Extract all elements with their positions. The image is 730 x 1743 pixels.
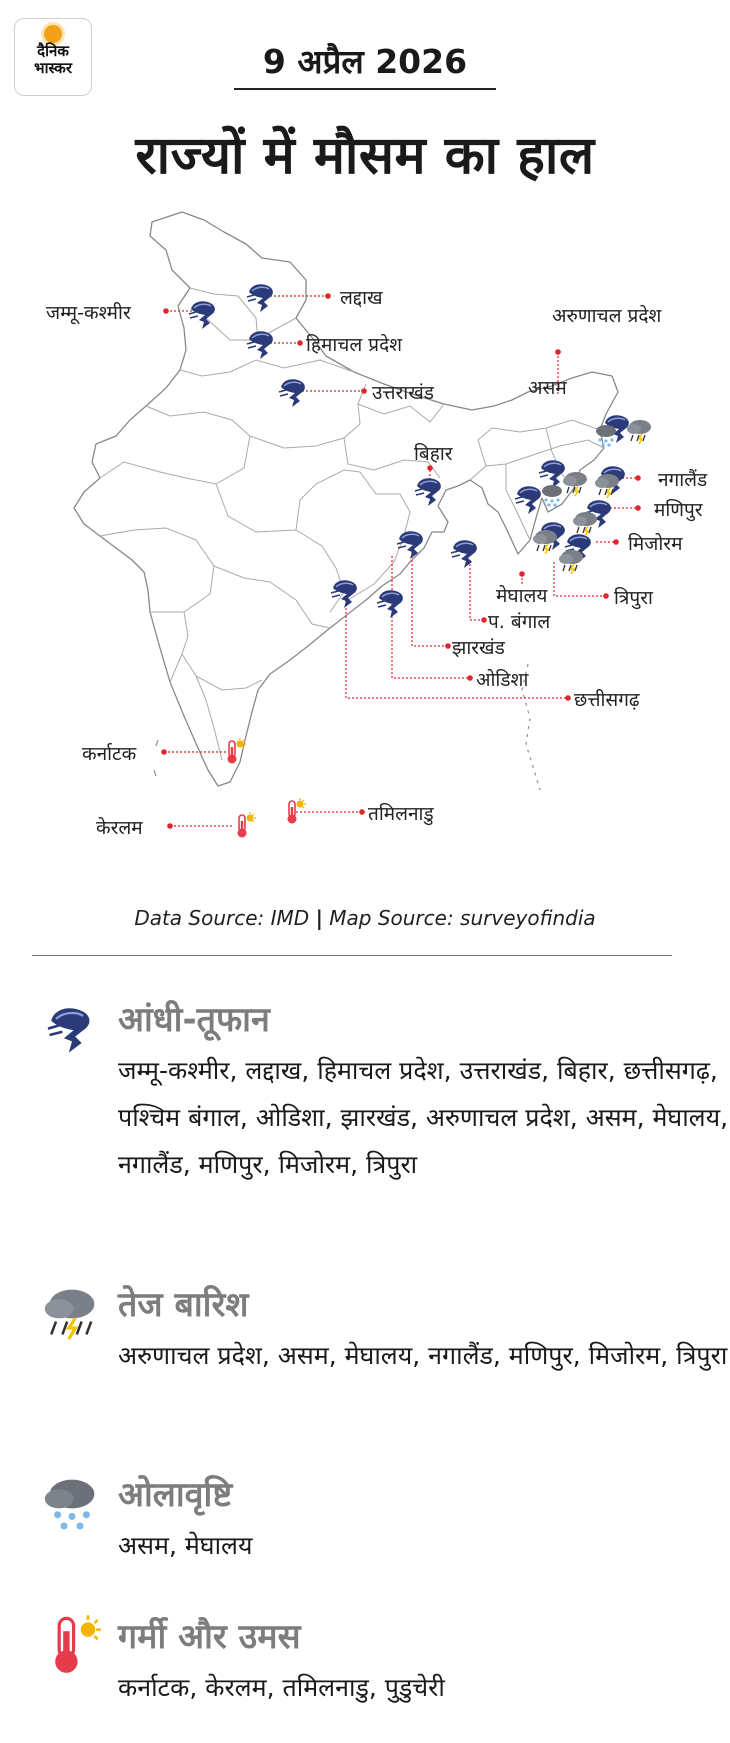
thunderstorm-icon	[40, 995, 104, 1059]
legend-hail	[40, 1470, 700, 1560]
label-assam: असम	[528, 377, 567, 399]
label-mizoram: मिजोरम	[628, 533, 683, 555]
label-uttarakhand: उत्तराखंड	[372, 382, 434, 404]
label-ladakh: लद्दाख	[340, 287, 383, 309]
heavy-rain-icon	[595, 474, 619, 498]
label-jammu-kashmir: जम्मू-कश्मीर	[46, 302, 131, 324]
map-source: Map Source: surveyofindia	[329, 906, 596, 930]
page-title: राज्यों में मौसम का हाल	[135, 126, 595, 186]
heavy-rain-icon	[563, 472, 587, 496]
label-odisha: ओडिशा	[476, 669, 529, 691]
source-separator: |	[315, 906, 323, 930]
heavy-rain-icon	[559, 550, 583, 574]
data-source: Data Source: IMD	[134, 906, 310, 930]
date: 9 अप्रैल 2026	[262, 42, 468, 81]
heat-icon	[40, 1612, 104, 1676]
heavy-rain-icon	[40, 1280, 104, 1344]
legend-heading: तेज बारिश	[118, 1285, 249, 1325]
legend-heading: आंधी-तूफान	[118, 1000, 270, 1040]
label-manipur: मणिपुर	[654, 499, 703, 521]
legend-heat	[40, 1612, 700, 1712]
label-chhattisgarh: छत्तीसगढ़	[574, 689, 640, 711]
heavy-rain-icon	[627, 420, 651, 444]
legend-heading: ओलावृष्टि	[118, 1475, 233, 1515]
label-nagaland: नगालैंड	[658, 469, 708, 491]
label-meghalaya: मेघालय	[496, 585, 548, 607]
legend-states: जम्मू-कश्मीर, लद्दाख, हिमाचल प्रदेश, उत्तराखंड, बिहार, छत्तीसगढ़, पश्चिम बंगाल, ओडिशा, झारखंड, अरुणाचल प्रदेश, असम, मेघालय, नगालैंड, मणिपुर, मिजोरम, त्रिपुरा	[118, 1056, 729, 1179]
label-jharkhand: झारखंड	[452, 637, 505, 659]
hail-icon	[40, 1470, 104, 1534]
heat-icon	[288, 798, 307, 824]
label-karnataka: कर्नाटक	[82, 743, 137, 765]
thunderstorm-icon	[377, 590, 403, 618]
label-tamilnadu: तमिलनाडु	[368, 803, 434, 825]
legend-states: कर्नाटक, केरलम, तमिलनाडु, पुडुचेरी	[118, 1673, 445, 1702]
label-tripura: त्रिपुरा	[614, 587, 653, 609]
logo-line-1: दैनिक	[37, 42, 69, 60]
label-himachal: हिमाचल प्रदेश	[306, 334, 403, 356]
legend-states: असम, मेघालय	[118, 1531, 253, 1560]
label-keralam: केरलम	[96, 817, 143, 839]
logo-line-2: भास्कर	[34, 59, 72, 77]
label-arunachal: अरुणाचल प्रदेश	[552, 305, 662, 327]
divider	[32, 955, 672, 956]
heavy-rain-icon	[573, 512, 597, 536]
label-west-bengal: प. बंगाल	[488, 611, 551, 633]
source-note	[0, 906, 730, 930]
label-bihar: बिहार	[414, 443, 453, 465]
thunderstorm-icon	[451, 540, 477, 568]
legend-heavy-rain	[40, 1280, 728, 1420]
legend-thunderstorm	[40, 995, 729, 1225]
legend-states: अरुणाचल प्रदेश, असम, मेघालय, नगालैंड, मणिपुर, मिजोरम, त्रिपुरा	[118, 1341, 728, 1370]
legend-heading: गर्मी और उमस	[118, 1617, 301, 1657]
heavy-rain-icon	[533, 530, 557, 554]
heat-icon	[238, 812, 257, 838]
